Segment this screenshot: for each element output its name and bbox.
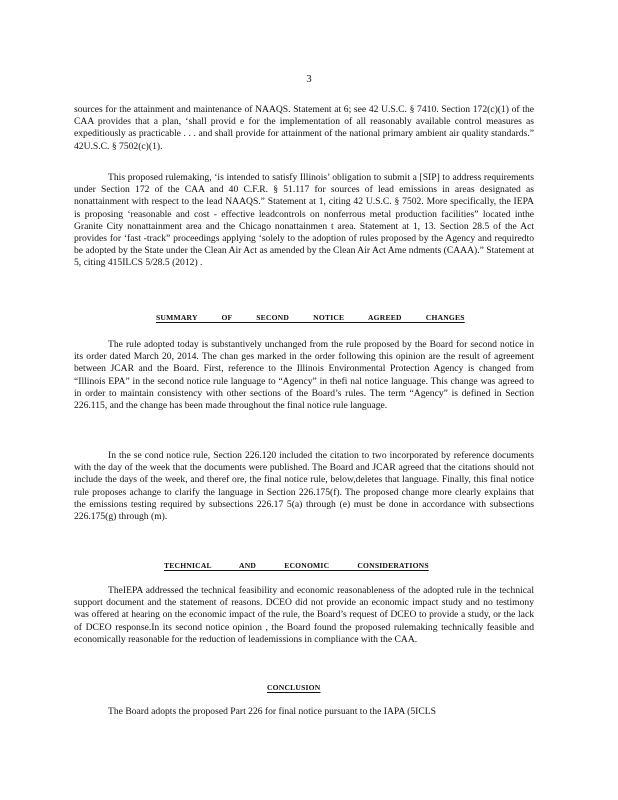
paragraph-naaqs-sources: sources for the attainment and maintenance of NAAQS. Statement at 6; see 42 U.S.C. § 7410. Section 172(c)(1) of the CAA provides that a plan, ‘shall provid e for the implementation of all reasonably available control measures as expeditiously as practicable . . . and shall provide for attainment of the national primary ambient air quality standards.” 42U.S.C. § 7502(c)(1). (74, 104, 534, 152)
paragraph-rule-adopted: The rule adopted today is substantively unchanged from the rule proposed by the Board for second notice in its order dated March 20, 2014. The chan ges marked in the order following this opinion are the result of agreement between JCAR and the Board. First, reference to the Illinois Environmental Protection Agency is changed from “Illinois EPA” in the second notice rule language to “Agency” in thefi nal notice language. This change was agreed to in order to maintain consistency with other sections of the Board’s rules. The term “Agency” is defined in Section 226.115, and the change has been made throughout the final notice rule language. (74, 339, 534, 412)
paragraph-technical-feasibility: TheIEPA addressed the technical feasibility and economic reasonableness of the adopted rule in the technical support document and the statement of reasons. DCEO did not provide an economic impact study and no testimony was offered at hearing on the economic impact of the rule, the Board’s request of DCEO to provide a study, or the lack of DCEO response.In its second notice opinion , the Board found the proposed rulemaking technically feasible and economically reasonable for the reduction of leademissions in compliance with the CAA. (74, 585, 534, 645)
heading-summary-of-changes: SUMMARY OF SECOND NOTICE AGREED CHANGES (156, 313, 465, 322)
paragraph-proposed-rulemaking: This proposed rulemaking, ‘is intended to satisfy Illinois’ obligation to submit a [SIP] to address requirements under Section 172 of the CAA and 40 C.F.R. § 51.117 for sources of lead emissions in areas designated as nonattainment with respect to the lead NAAQS.” Statement at 1, citing 42 U.S.C. § 7502. More specifically, the IEPA is proposing ‘reasonable and cost - effective leadcontrols on nonferrous metal production facilities” located inthe Granite City nonattainment area and the Chicago nonattainmen t area. Statement at 1, 13. Section 28.5 of the Act provides for ‘fast -track” proceedings applying ‘solely to the adoption of rules proposed by the Agency and requiredto be adopted by the State under the Clean Air Act as amended by the Clean Air Act Ame ndments (CAAA).” Statement at 5, citing 415ILCS 5/28.5 (2012) . (74, 172, 534, 269)
paragraph-second-notice-rule: In the se cond notice rule, Section 226.120 included the citation to two incorporated by reference documents with the day of the week that the documents were published. The Board and JCAR agreed that the citations should not include the days of the week, and theref ore, the final notice rule, below,deletes that language. Finally, this final notice rule proposes achange to clarify the language in Section 226.175(f). The proposed change more clearly explains that the emissions testing required by subsections 226.17 5(a) through (e) must be done in accordance with subsections 226.175(g) through (m). (74, 450, 534, 523)
paragraph-conclusion: The Board adopts the proposed Part 226 for final notice pursuant to the IAPA (5ICLS (108, 706, 436, 717)
heading-conclusion: CONCLUSION (267, 683, 321, 692)
heading-technical-economic: TECHNICAL AND ECONOMIC CONSIDERATIONS (164, 561, 429, 570)
page-number: 3 (306, 74, 312, 85)
